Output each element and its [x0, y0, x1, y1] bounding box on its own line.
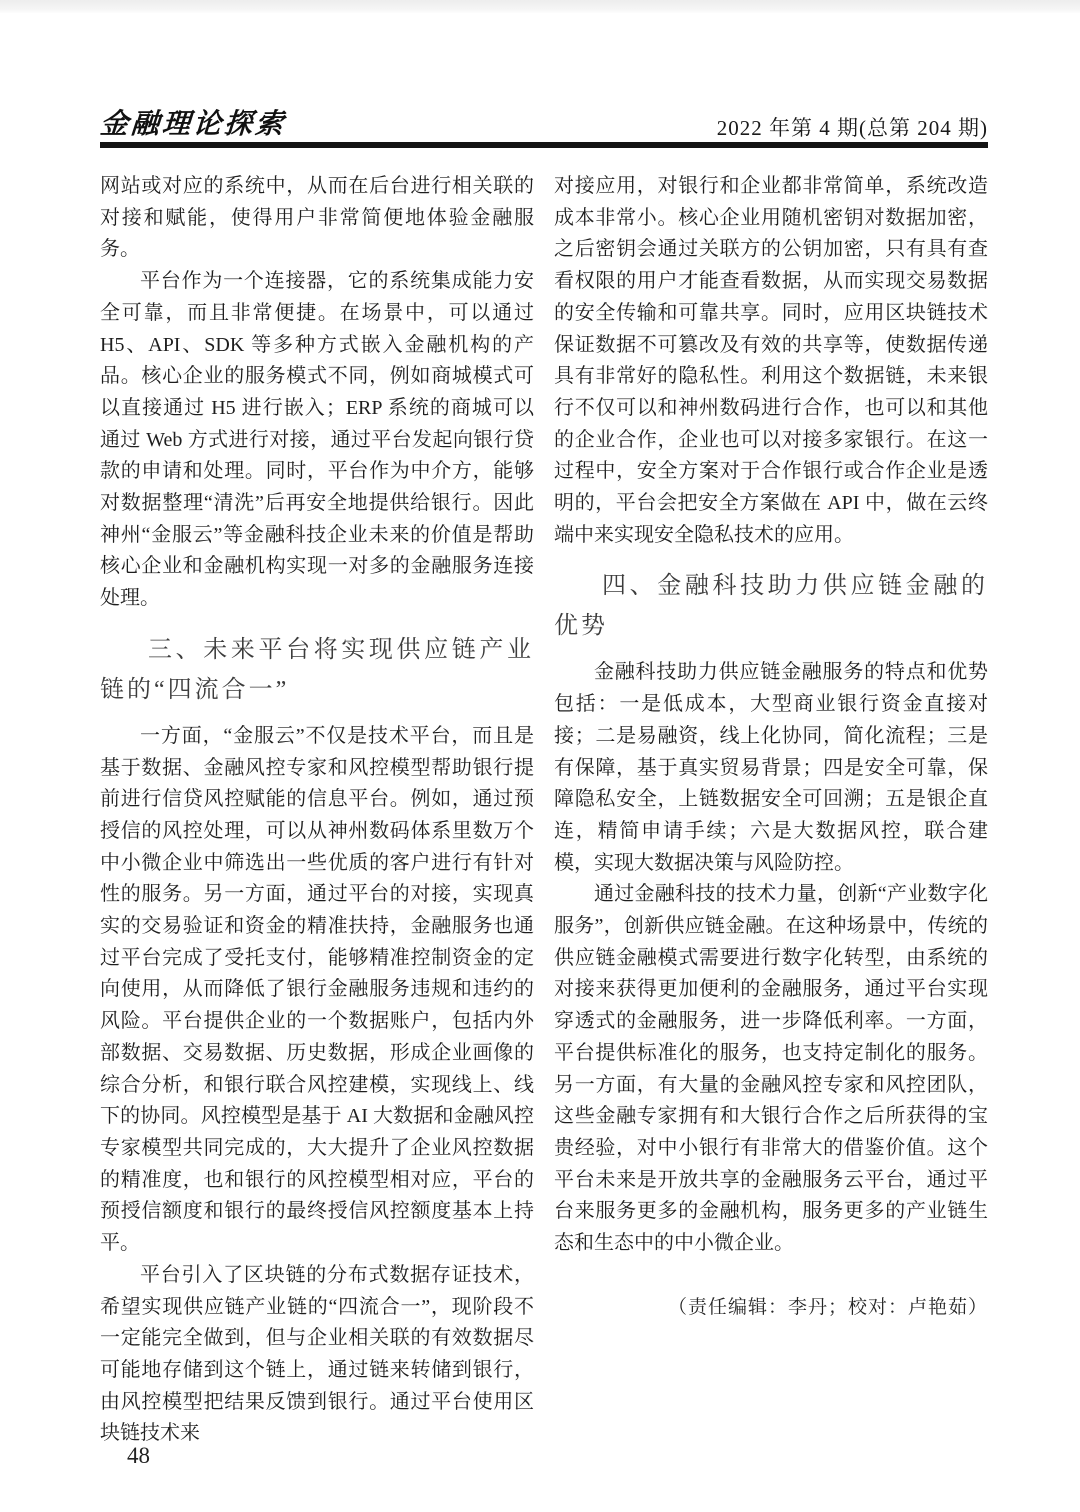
- body-paragraph: 通过金融科技的技术力量，创新“产业数字化服务”，创新供应链金融。在这种场景中，传统的供应链金融模式需要进行数字化转型，由系统的对接来获得更加便利的金融服务，通过平台实现穿透式的金融服务，进一步降低利率。一方面，平台提供标准化的服务，也支持定制化的服务。另一方面，有大量的金融风控专家和风控团队，这些金融专家拥有和大银行合作之后所获得的宝贵经验，对中小银行有非常大的借鉴价值。这个平台未来是开放共享的金融服务云平台，通过平台来服务更多的金融机构，服务更多的产业链生态和生态中的中小微企业。: [554, 883, 988, 1255]
- journal-logo: 金融理论探索: [98, 109, 288, 140]
- body-paragraph: 一方面，“金服云”不仅是技术平台，而且是基于数据、金融风控专家和风控模型帮助银行提前进行信贷风控赋能的信息平台。例如，通过预授信的风控处理，可以从神州数码体系里数万个中小微企业中筛选出一些优质的客户进行有针对性的服务。另一方面，通过平台的对接，实现真实的交易验证和资金的精准扶持，金融服务也通过平台完成了受托支付，能够精准控制资金的定向使用，从而降低了银行金融服务违规和违约的风险。平台提供企业的一个数据账户，包括内外部数据、交易数据、历史数据，形成企业画像的综合分析，和银行联合风控建模，实现线上、线下的协同。风控模型是基于 AI 大数据和金融风控专家模型共同完成的，大大提升了企业风控数据的精准度，也和银行的风控模型相对应，平台的预授信额度和银行的最终授信风控额度基本上持平。: [100, 724, 534, 1255]
- body-paragraph: 平台作为一个连接器，它的系统集成能力安全可靠，而且非常便捷。在场景中，可以通过 H5、API、SDK 等多种方式嵌入金融机构的产品。核心企业的服务模式不同，例如商城模式可以直接通过 H5 进行嵌入；ERP 系统的商城可以通过 Web 方式进行对接，通过平台发起向银行贷款的申请和处理。同时，平台作为中介方，能够对数据整理“清洗”后再安全地提供给银行。因此神州“金服云”等金融科技企业未来的价值是帮助核心企业和金融机构实现一对多的金融服务连接处理。: [100, 270, 534, 610]
- editor-note: （责任编辑：李丹；校对：卢艳茹）: [667, 1296, 988, 1318]
- body-paragraph: 对接应用，对银行和企业都非常简单，系统改造成本非常小。核心企业用随机密钥对数据加密，之后密钥会通过关联方的公钥加密，只有具有查看权限的用户才能查看数据，从而实现交易数据的安全传输和可靠共享。同时，应用区块链技术保证数据不可篡改及有效的共享等，使数据传递具有非常好的隐私性。利用这个数据链，未来银行不仅可以和神州数码进行合作，也可以和其他的企业合作，企业也可以对接多家银行。在这一过程中，安全方案对于合作银行或合作企业是透明的，平台会把安全方案做在 API 中，做在云终端中来实现安全隐私技术的应用。: [554, 175, 988, 546]
- column-left: [100, 171, 534, 1450]
- column-right: [554, 171, 988, 1450]
- article-body: [100, 171, 988, 1450]
- issue-info: 2022 年第 4 期(总第 204 期): [716, 115, 988, 140]
- header-rule: [100, 142, 988, 148]
- body-paragraph: 网站或对应的系统中，从而在后台进行相关联的对接和赋能，使得用户非常简便地体验金融服务。: [100, 175, 534, 261]
- section-heading: 四、金融科技助力供应链金融的优势: [554, 573, 988, 640]
- body-paragraph: 金融科技助力供应链金融服务的特点和优势包括：一是低成本，大型商业银行资金直接对接；二是易融资，线上化协同，简化流程；三是有保障，基于真实贸易背景；四是安全可靠，保障隐私安全，上链数据安全可回溯；五是银企直连，精简申请手续；六是大数据风控，联合建模，实现大数据决策与风险防控。: [554, 661, 988, 874]
- page-header: [100, 110, 988, 141]
- scan-edge: [0, 0, 1080, 13]
- body-paragraph: 平台引入了区块链的分布式数据存证技术，希望实现供应链产业链的“四流合一”，现阶段不一定能完全做到，但与企业相关联的有效数据尽可能地存储到这个链上，通过链来转储到银行，由风控模型把结果反馈到银行。通过平台使用区块链技术来: [100, 1263, 534, 1445]
- page-number: 48: [127, 1443, 150, 1468]
- section-heading: 三、未来平台将实现供应链产业链的“四流合一”: [100, 636, 534, 703]
